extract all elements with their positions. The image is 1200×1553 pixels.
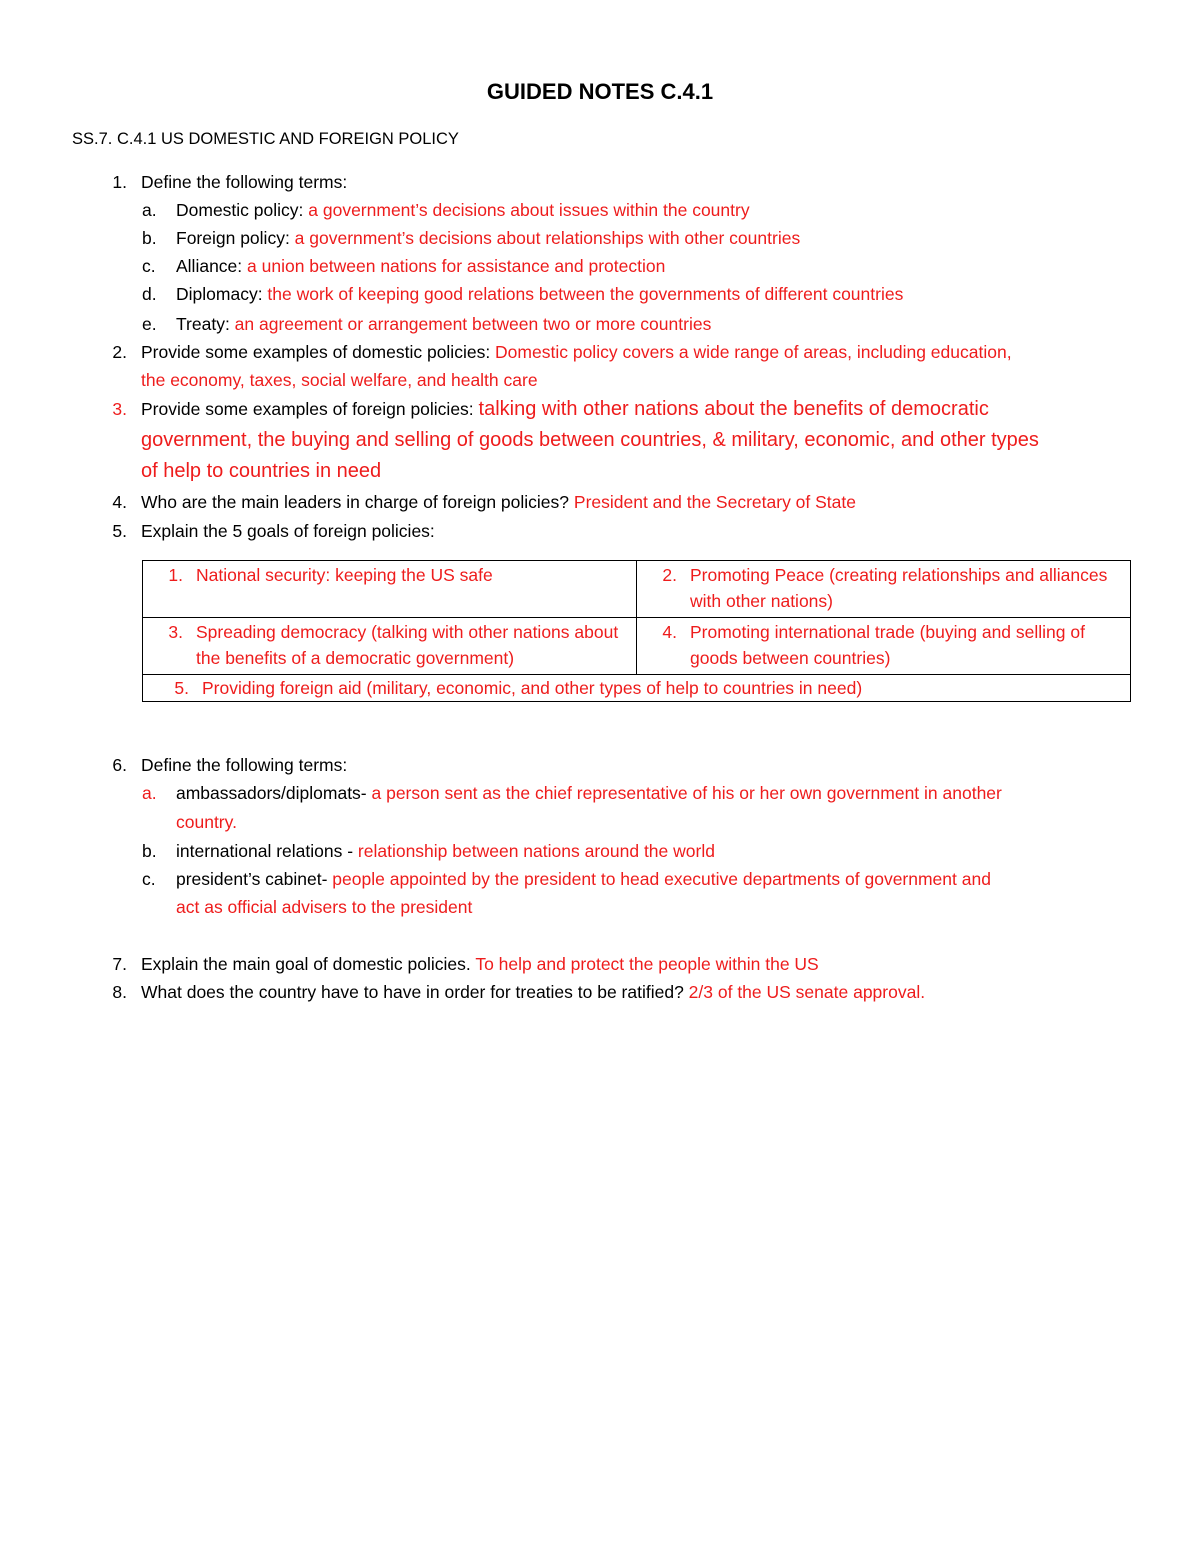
goal-number: 2.: [662, 565, 677, 585]
term-item: [142, 254, 666, 278]
table-row: [143, 618, 1131, 675]
question-number: 7.: [112, 954, 127, 974]
term-letter: b.: [142, 228, 157, 248]
question-answer-continued: government, the buying and selling of goods between countries, & military, economic, and other types: [141, 429, 1039, 451]
term-answer-continued: country.: [176, 812, 237, 832]
question-answer-continued: the economy, taxes, social welfare, and health care: [141, 370, 538, 390]
term-label: ambassadors/diplomats-: [176, 783, 372, 803]
term-answer: a person sent as the chief representative of his or her own government in another: [371, 783, 1002, 803]
term-letter: a.: [142, 200, 157, 220]
table-cell: [637, 561, 1131, 618]
term-letter: e.: [142, 314, 157, 334]
term-label: Alliance:: [176, 256, 248, 276]
term-letter: d.: [142, 284, 157, 304]
table-cell: [143, 675, 1131, 702]
question-number: 3.: [112, 399, 127, 419]
goal-text: National security: keeping the US safe: [196, 565, 493, 585]
question-number: 4.: [112, 492, 127, 512]
question-answer: President and the Secretary of State: [573, 492, 857, 512]
term-letter: c.: [142, 869, 156, 889]
term-item: [142, 781, 1002, 805]
goal-number: 4.: [662, 622, 677, 642]
term-item: [142, 867, 991, 891]
term-label: president’s cabinet-: [176, 869, 333, 889]
term-letter: b.: [142, 841, 157, 861]
question-number: 6.: [112, 755, 127, 775]
question-number: 8.: [112, 982, 127, 1002]
term-label: Domestic policy:: [176, 200, 309, 220]
question-prompt: Explain the main goal of domestic policies.: [141, 954, 476, 974]
goal-text: Spreading democracy (talking with other nations about the benefits of a democratic government): [196, 622, 619, 668]
term-answer-continued: act as official advisers to the president: [176, 897, 473, 917]
term-label: Treaty:: [176, 314, 235, 334]
term-item: [142, 312, 712, 336]
goal-number: 1.: [168, 565, 183, 585]
question-prompt: Define the following terms:: [141, 172, 348, 192]
table-cell: [143, 618, 637, 675]
table-row: [143, 675, 1131, 702]
question-number: 2.: [112, 342, 127, 362]
term-label: international relations -: [176, 841, 358, 861]
term-answer: relationship between nations around the world: [357, 841, 715, 861]
goal-text: Providing foreign aid (military, economic, and other types of help to countries in need): [202, 678, 863, 698]
question-answer: Domestic policy covers a wide range of areas, including education,: [495, 342, 1012, 362]
page-title: GUIDED NOTES C.4.1: [486, 79, 714, 104]
question-prompt: Provide some examples of domestic policies:: [141, 342, 496, 362]
question-number: 1.: [112, 172, 127, 192]
term-answer: people appointed by the president to head executive departments of government and: [332, 869, 991, 889]
page-subtitle: SS.7. C.4.1 US DOMESTIC AND FOREIGN POLICY: [72, 130, 459, 148]
term-answer: an agreement or arrangement between two or more countries: [234, 314, 712, 334]
question-prompt: Who are the main leaders in charge of foreign policies?: [141, 492, 574, 512]
question-answer: To help and protect the people within the US: [475, 954, 819, 974]
term-letter: c.: [142, 256, 156, 276]
term-answer: a government’s decisions about issues within the country: [308, 200, 750, 220]
question-prompt: Explain the 5 goals of foreign policies:: [141, 521, 435, 541]
question-number: 5.: [112, 521, 127, 541]
question-prompt: What does the country have to have in order for treaties to be ratified?: [141, 982, 689, 1002]
question-answer-continued: of help to countries in need: [141, 460, 382, 482]
table-row: [143, 561, 1131, 618]
term-item: [142, 198, 750, 222]
table-cell: [143, 561, 637, 618]
goal-number: 5.: [174, 678, 189, 698]
foreign-policy-goals-table: [142, 560, 1131, 702]
question-answer: talking with other nations about the benefits of democratic: [478, 398, 989, 420]
term-answer: a union between nations for assistance and protection: [247, 256, 666, 276]
term-item: [142, 226, 801, 250]
term-label: Foreign policy:: [176, 228, 295, 248]
question-prompt: Define the following terms:: [141, 755, 348, 775]
goal-text: Promoting Peace (creating relationships and alliances with other nations): [690, 565, 1108, 611]
term-item: [142, 282, 904, 306]
term-answer: a government’s decisions about relationships with other countries: [294, 228, 801, 248]
term-answer: the work of keeping good relations between the governments of different countries: [267, 284, 904, 304]
table-cell: [637, 618, 1131, 675]
goal-text: Promoting international trade (buying and selling of goods between countries): [690, 622, 1085, 668]
term-item: [142, 839, 715, 863]
term-letter: a.: [142, 783, 157, 803]
question-prompt: Provide some examples of foreign policies:: [141, 399, 479, 419]
question-answer: 2/3 of the US senate approval.: [688, 982, 926, 1002]
term-label: Diplomacy:: [176, 284, 268, 304]
goal-number: 3.: [168, 622, 183, 642]
